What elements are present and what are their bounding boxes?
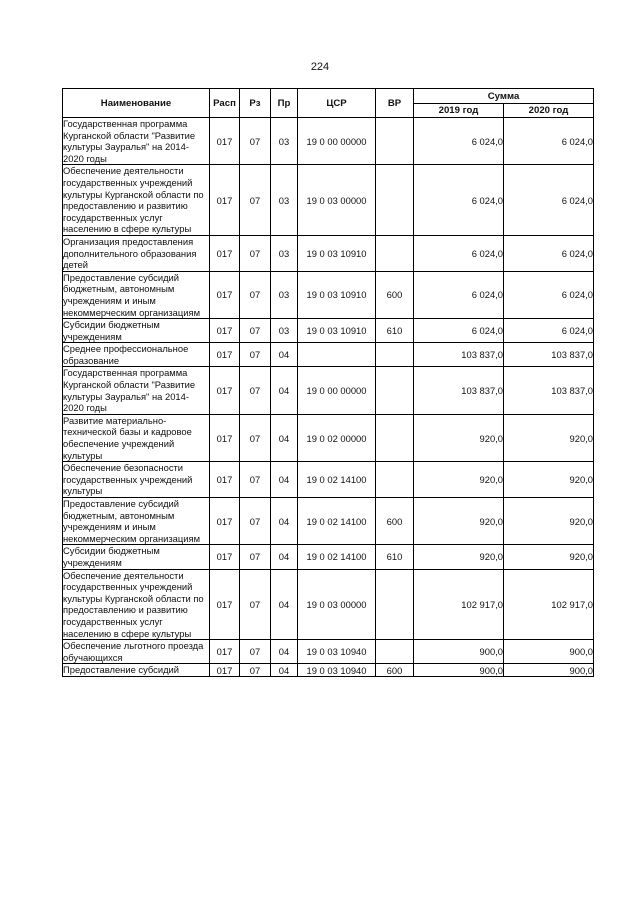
row-rz: 07 — [240, 271, 271, 318]
row-sum-2019: 6 024,0 — [414, 118, 504, 165]
row-sum-2019: 900,0 — [414, 664, 504, 677]
row-vr — [376, 462, 414, 498]
row-vr — [376, 569, 414, 640]
table-row — [63, 271, 594, 318]
table-row — [63, 498, 594, 545]
row-rasp: 017 — [210, 165, 240, 236]
row-rz: 07 — [240, 414, 271, 461]
header-name: Наименование — [63, 89, 210, 118]
row-rz: 07 — [240, 235, 271, 271]
row-name: Развитие материально-технической базы и кадровое обеспечение учреждений культуры — [63, 414, 210, 461]
row-sum-2020: 103 837,0 — [504, 367, 594, 414]
table-row — [63, 414, 594, 461]
row-rasp: 017 — [210, 569, 240, 640]
row-sum-2020: 900,0 — [504, 664, 594, 677]
row-name: Организация предоставления дополнительного образования детей — [63, 235, 210, 271]
row-rasp: 017 — [210, 235, 240, 271]
row-rz: 07 — [240, 640, 271, 664]
table-row — [63, 664, 594, 677]
row-sum-2020: 920,0 — [504, 462, 594, 498]
row-rasp: 017 — [210, 343, 240, 367]
row-pr: 03 — [271, 235, 298, 271]
header-2020: 2020 год — [504, 104, 594, 118]
row-sum-2019: 102 917,0 — [414, 569, 504, 640]
row-csr: 19 0 03 00000 — [298, 569, 376, 640]
row-csr: 19 0 02 14100 — [298, 498, 376, 545]
row-sum-2019: 6 024,0 — [414, 165, 504, 236]
row-name: Среднее профессиональное образование — [63, 343, 210, 367]
row-pr: 04 — [271, 414, 298, 461]
row-vr — [376, 367, 414, 414]
row-csr: 19 0 03 10910 — [298, 319, 376, 343]
row-pr: 04 — [271, 498, 298, 545]
header-csr: ЦСР — [298, 89, 376, 118]
row-csr: 19 0 00 00000 — [298, 367, 376, 414]
row-csr: 19 0 03 10910 — [298, 271, 376, 318]
row-rz: 07 — [240, 319, 271, 343]
row-rasp: 017 — [210, 414, 240, 461]
row-sum-2020: 6 024,0 — [504, 165, 594, 236]
row-csr: 19 0 03 10910 — [298, 235, 376, 271]
row-name: Обеспечение льготного проезда обучающихся — [63, 640, 210, 664]
row-pr: 04 — [271, 640, 298, 664]
row-rz: 07 — [240, 367, 271, 414]
row-vr — [376, 235, 414, 271]
row-rasp: 017 — [210, 118, 240, 165]
table-row — [63, 165, 594, 236]
row-pr: 04 — [271, 545, 298, 569]
table-row — [63, 545, 594, 569]
row-sum-2019: 900,0 — [414, 640, 504, 664]
row-vr — [376, 343, 414, 367]
row-name: Обеспечение деятельности государственных учреждений культуры Курганской области по предоставлению и развитию государственных услуг населению в сфере культуры — [63, 569, 210, 640]
row-vr: 600 — [376, 664, 414, 677]
row-sum-2019: 920,0 — [414, 462, 504, 498]
row-pr: 03 — [271, 165, 298, 236]
table-row — [63, 118, 594, 165]
row-rasp: 017 — [210, 498, 240, 545]
row-sum-2019: 103 837,0 — [414, 343, 504, 367]
row-name: Предоставление субсидий бюджетным, автономным учреждениям и иным некоммерческим организациям — [63, 498, 210, 545]
row-sum-2020: 6 024,0 — [504, 319, 594, 343]
table-row — [63, 235, 594, 271]
row-name: Предоставление субсидий — [63, 664, 210, 677]
header-2019: 2019 год — [414, 104, 504, 118]
row-csr: 19 0 03 10940 — [298, 640, 376, 664]
row-sum-2019: 920,0 — [414, 545, 504, 569]
table-row — [63, 462, 594, 498]
table-row — [63, 569, 594, 640]
row-rz: 07 — [240, 498, 271, 545]
budget-table — [62, 88, 594, 677]
row-pr: 03 — [271, 271, 298, 318]
row-rz: 07 — [240, 569, 271, 640]
row-vr — [376, 414, 414, 461]
table-row — [63, 319, 594, 343]
row-sum-2020: 900,0 — [504, 640, 594, 664]
row-pr: 04 — [271, 462, 298, 498]
row-sum-2020: 6 024,0 — [504, 271, 594, 318]
row-pr: 03 — [271, 118, 298, 165]
row-csr: 19 0 03 00000 — [298, 165, 376, 236]
row-rz: 07 — [240, 462, 271, 498]
row-csr: 19 0 02 14100 — [298, 462, 376, 498]
row-vr — [376, 118, 414, 165]
table-row — [63, 367, 594, 414]
header-rz: Рз — [240, 89, 271, 118]
row-name: Государственная программа Курганской области "Развитие культуры Зауралья" на 2014-2020 годы — [63, 367, 210, 414]
row-vr: 610 — [376, 319, 414, 343]
page-number: 224 — [310, 61, 330, 73]
row-csr: 19 0 02 00000 — [298, 414, 376, 461]
row-vr: 600 — [376, 498, 414, 545]
row-vr: 600 — [376, 271, 414, 318]
row-name: Обеспечение деятельности государственных учреждений культуры Курганской области по предоставлению и развитию государственных услуг населению в сфере культуры — [63, 165, 210, 236]
row-pr: 04 — [271, 664, 298, 677]
row-csr — [298, 343, 376, 367]
row-rasp: 017 — [210, 319, 240, 343]
table-row — [63, 343, 594, 367]
row-rasp: 017 — [210, 462, 240, 498]
header-vr: ВР — [376, 89, 414, 118]
row-sum-2020: 920,0 — [504, 498, 594, 545]
row-vr — [376, 640, 414, 664]
row-sum-2020: 6 024,0 — [504, 235, 594, 271]
row-pr: 04 — [271, 343, 298, 367]
row-csr: 19 0 03 10940 — [298, 664, 376, 677]
row-vr: 610 — [376, 545, 414, 569]
row-sum-2020: 6 024,0 — [504, 118, 594, 165]
row-name: Субсидии бюджетным учреждениям — [63, 545, 210, 569]
row-sum-2019: 920,0 — [414, 498, 504, 545]
row-rasp: 017 — [210, 664, 240, 677]
row-sum-2019: 6 024,0 — [414, 235, 504, 271]
row-pr: 03 — [271, 319, 298, 343]
header-rasp: Расп — [210, 89, 240, 118]
row-rz: 07 — [240, 545, 271, 569]
row-csr: 19 0 00 00000 — [298, 118, 376, 165]
row-pr: 04 — [271, 569, 298, 640]
row-sum-2019: 920,0 — [414, 414, 504, 461]
row-name: Субсидии бюджетным учреждениям — [63, 319, 210, 343]
row-csr: 19 0 02 14100 — [298, 545, 376, 569]
row-sum-2019: 6 024,0 — [414, 319, 504, 343]
row-rz: 07 — [240, 664, 271, 677]
header-sum: Сумма — [414, 89, 594, 104]
row-rasp: 017 — [210, 367, 240, 414]
row-name: Обеспечение безопасности государственных учреждений культуры — [63, 462, 210, 498]
row-sum-2019: 103 837,0 — [414, 367, 504, 414]
row-rz: 07 — [240, 165, 271, 236]
table-row — [63, 640, 594, 664]
row-sum-2020: 102 917,0 — [504, 569, 594, 640]
row-name: Предоставление субсидий бюджетным, автономным учреждениям и иным некоммерческим организациям — [63, 271, 210, 318]
row-rasp: 017 — [210, 545, 240, 569]
row-name: Государственная программа Курганской области "Развитие культуры Зауралья" на 2014-2020 годы — [63, 118, 210, 165]
row-rasp: 017 — [210, 640, 240, 664]
row-sum-2019: 6 024,0 — [414, 271, 504, 318]
row-rz: 07 — [240, 343, 271, 367]
row-pr: 04 — [271, 367, 298, 414]
header-pr: Пр — [271, 89, 298, 118]
row-sum-2020: 920,0 — [504, 414, 594, 461]
row-sum-2020: 103 837,0 — [504, 343, 594, 367]
row-rasp: 017 — [210, 271, 240, 318]
row-sum-2020: 920,0 — [504, 545, 594, 569]
row-vr — [376, 165, 414, 236]
row-rz: 07 — [240, 118, 271, 165]
